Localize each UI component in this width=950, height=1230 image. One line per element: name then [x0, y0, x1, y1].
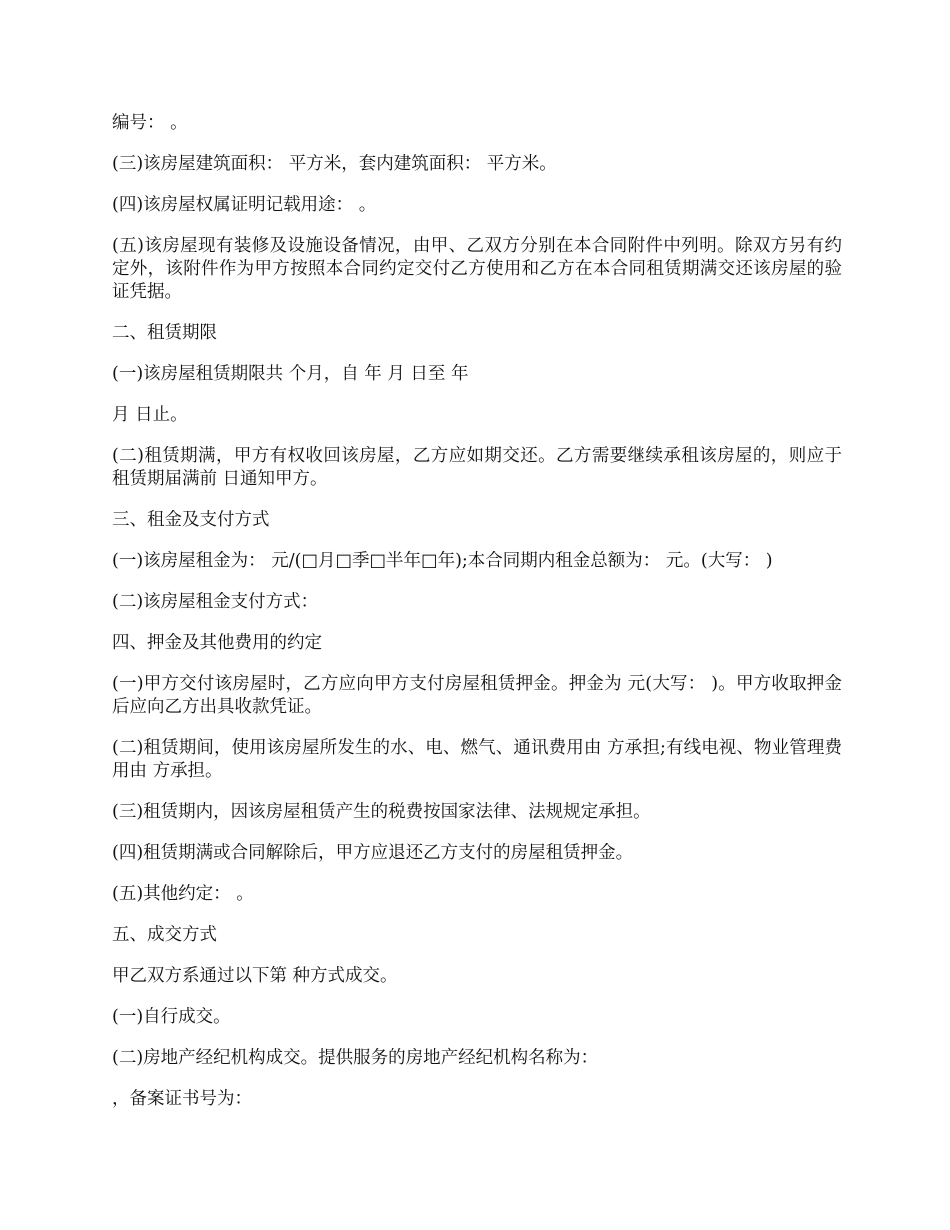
document-body: [112, 112, 842, 1129]
section-heading-rent-payment: 三、租金及支付方式: [112, 510, 270, 530]
clause-taxes: (三)租赁期内，因该房屋租赁产生的税费按国家法律、法规规定承担。: [112, 802, 651, 822]
clause-rent-amount: (一)该房屋租金为： 元/(□月□季□半年□年);本合同期内租金总额为： 元。(大写： ): [112, 551, 773, 571]
clause-rent-payment-method: (二)该房屋租金支付方式：: [112, 592, 319, 612]
clause-agency-record-number: ，备案证书号为：: [112, 1089, 252, 1109]
clause-other-agreements: (五)其他约定： 。: [112, 884, 254, 904]
section-heading-deposit-fees: 四、押金及其他费用的约定: [112, 633, 322, 653]
clause-lease-end-date: 月 日止。: [112, 405, 188, 425]
section-heading-transaction-method: 五、成交方式: [112, 925, 217, 945]
clause-building-area: (三)该房屋建筑面积： 平方米，套内建筑面积： 平方米。: [112, 154, 557, 174]
section-heading-lease-term: 二、租赁期限: [112, 323, 217, 343]
clause-transaction-choice: 甲乙双方系通过以下第 种方式成交。: [112, 966, 398, 986]
clause-deposit: (一)甲方交付该房屋时，乙方应向甲方支付房屋租赁押金。押金为 元(大写： )。甲方收取押金后应向乙方出具收款凭证。: [112, 674, 842, 717]
clause-utility-fees: (二)租赁期间，使用该房屋所发生的水、电、燃气、通讯费用由 方承担;有线电视、物业管理费用由 方承担。: [112, 738, 842, 781]
clause-agency-transaction: (二)房地产经纪机构成交。提供服务的房地产经纪机构名称为：: [112, 1048, 599, 1068]
clause-lease-expiry: (二)租赁期满，甲方有权收回该房屋，乙方应如期交还。乙方需要继续承租该房屋的，则应于租赁期届满前 日通知甲方。: [112, 446, 842, 489]
serial-number-line: 编号： 。: [112, 113, 188, 133]
clause-deposit-refund: (四)租赁期满或合同解除后，甲方应退还乙方支付的房屋租赁押金。: [112, 843, 634, 863]
clause-decoration-facilities: (五)该房屋现有装修及设施设备情况，由甲、乙双方分别在本合同附件中列明。除双方另有约定外，该附件作为甲方按照本合同约定交付乙方使用和乙方在本合同租赁期满交还该房屋的验证凭据。: [112, 236, 842, 302]
clause-self-transaction: (一)自行成交。: [112, 1007, 231, 1027]
clause-property-use: (四)该房屋权属证明记载用途： 。: [112, 195, 377, 215]
clause-lease-duration: (一)该房屋租赁期限共 个月，自 年 月 日至 年: [112, 364, 469, 384]
